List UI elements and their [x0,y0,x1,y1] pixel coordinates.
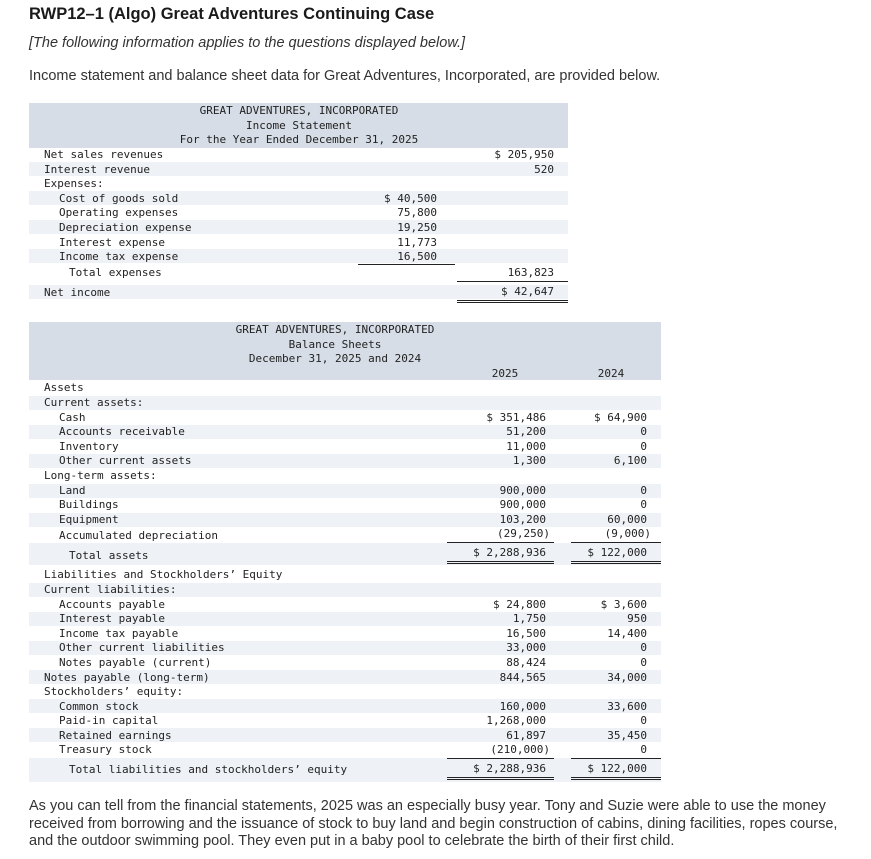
line-item-label: Interest payable [59,612,165,625]
net-income-label: Net income [44,286,111,299]
value-2024: 0 [640,425,647,438]
value-2024: 6,100 [613,454,647,467]
value-2024: 0 [640,743,647,756]
line-item-label: Treasury stock [59,743,152,756]
expense-label: Income tax expense [59,250,179,263]
income-statement-title: Income Statement [246,119,352,132]
assets-underline-2024 [571,542,661,543]
net-sales-label: Net sales revenues [44,148,164,161]
expense-value: 11,773 [397,236,437,249]
column-header-2025: 2025 [491,367,519,380]
column-header-2024: 2024 [597,367,625,380]
line-item-label: Accumulated depreciation [59,529,218,542]
value-2024: 0 [640,440,647,453]
line-item-label: Notes payable (current) [59,656,212,669]
value-2025: 1,300 [512,454,546,467]
line-item-label: Paid-in capital [59,714,159,727]
value-2025: 160,000 [499,700,546,713]
current-assets-heading: Current assets: [44,396,144,409]
value-2024: 0 [640,714,647,727]
net-income-double-underline [457,300,568,303]
value-2024: 0 [640,656,647,669]
assets-heading: Assets [44,381,84,394]
value-2025: 900,000 [499,498,546,511]
income-statement-period: For the Year Ended December 31, 2025 [179,133,419,146]
value-2025: 61,897 [506,729,546,742]
expense-label: Depreciation expense [59,221,192,234]
balance-sheet-period: December 31, 2025 and 2024 [248,352,422,365]
line-item-label: Accounts payable [59,598,165,611]
value-2025: 844,565 [499,671,546,684]
expense-value: 19,250 [397,221,437,234]
line-item-label: Common stock [59,700,139,713]
interest-revenue-label: Interest revenue [44,163,150,176]
total-assets-double-underline-2024 [571,561,661,564]
value-2025: 103,200 [499,513,546,526]
total-liabilities-equity-label: Total liabilities and stockholders’ equity [69,763,348,776]
stockholders-equity-heading: Stockholders’ equity: [44,685,184,698]
value-2024: (9,000) [604,527,651,540]
line-item-label: Cash [59,411,86,424]
liabilities-equity-heading: Liabilities and Stockholders’ Equity [44,568,283,581]
line-item-label: Buildings [59,498,119,511]
line-item-label: Inventory [59,440,119,453]
total-expenses-value: 163,823 [507,266,554,279]
total-le-double-underline-2024 [571,777,661,780]
expenses-label: Expenses: [44,177,104,190]
expense-value: 75,800 [397,206,437,219]
intro-text: Income statement and balance sheet data for Great Adventures, Incorporated, are provided below. [29,68,661,84]
line-item-label: Other current liabilities [59,641,225,654]
value-2024: 34,000 [607,671,647,684]
expense-label: Interest expense [59,236,165,249]
value-2025: 900,000 [499,484,546,497]
value-2025: $ 351,486 [486,411,546,424]
expense-label: Cost of goods sold [59,192,179,205]
value-2024: 60,000 [607,513,647,526]
value-2024: 33,600 [607,700,647,713]
net-sales-value: $ 205,950 [494,148,554,161]
line-item-label: Land [59,484,86,497]
total-assets-label: Total assets [69,549,149,562]
expenses-underline [358,264,455,265]
income-statement-company: GREAT ADVENTURES, INCORPORATED [199,104,399,117]
value-2025: 33,000 [506,641,546,654]
page-title: RWP12–1 (Algo) Great Adventures Continuing Case [29,5,435,23]
total-assets-2025: $ 2,288,936 [473,546,546,559]
equity-underline-2025 [447,758,554,759]
equity-underline-2024 [571,758,661,759]
value-2024: 950 [627,612,647,625]
total-le-double-underline-2025 [447,777,554,780]
line-item-label: Income tax payable [59,627,179,640]
value-2025: 16,500 [506,627,546,640]
balance-sheet-company: GREAT ADVENTURES, INCORPORATED [235,323,435,336]
line-item-label: Notes payable (long-term) [44,671,210,684]
value-2025: 88,424 [506,656,546,669]
value-2025: $ 24,800 [493,598,546,611]
value-2024: 35,450 [607,729,647,742]
expense-value: 16,500 [397,250,437,263]
total-assets-double-underline-2025 [447,561,554,564]
value-2025: 51,200 [506,425,546,438]
value-2024: $ 64,900 [594,411,647,424]
line-item-label: Accounts receivable [59,425,185,438]
total-expenses-underline [457,281,568,282]
expense-label: Operating expenses [59,206,179,219]
value-2025: 1,750 [512,612,546,625]
subtitle-note: [The following information applies to the questions displayed below.] [29,35,466,51]
total-liabilities-equity-2024: $ 122,000 [587,762,647,775]
line-item-label: Retained earnings [59,729,172,742]
value-2024: 0 [640,484,647,497]
assets-underline-2025 [447,542,554,543]
value-2024: 14,400 [607,627,647,640]
balance-sheet-title: Balance Sheets [288,338,382,351]
value-2024: 0 [640,641,647,654]
total-liabilities-equity-2025: $ 2,288,936 [473,762,546,775]
current-liabilities-heading: Current liabilities: [44,583,177,596]
value-2025: (210,000) [490,743,550,756]
value-2024: 0 [640,498,647,511]
line-item-label: Other current assets [59,454,192,467]
value-2025: (29,250) [497,527,550,540]
interest-revenue-value: 520 [534,163,554,176]
footer-paragraph: As you can tell from the financial statements, 2025 was an especially busy year. Tony and Suzie were able to use the money received from borrowing and the issuance of stock to buy land and begin construction of cabins, dining facilities, ropes course, and the outdoor swimming pool. They even put in a baby pool to celebrate the birth of their first child. [29,798,838,849]
value-2024: $ 3,600 [600,598,647,611]
line-item-label: Equipment [59,513,119,526]
total-expenses-label: Total expenses [69,266,162,279]
value-2025: 11,000 [506,440,546,453]
net-income-value: $ 42,647 [501,285,554,298]
long-term-assets-heading: Long-term assets: [44,469,157,482]
total-assets-2024: $ 122,000 [587,546,647,559]
value-2025: 1,268,000 [486,714,546,727]
expense-value: $ 40,500 [384,192,437,205]
